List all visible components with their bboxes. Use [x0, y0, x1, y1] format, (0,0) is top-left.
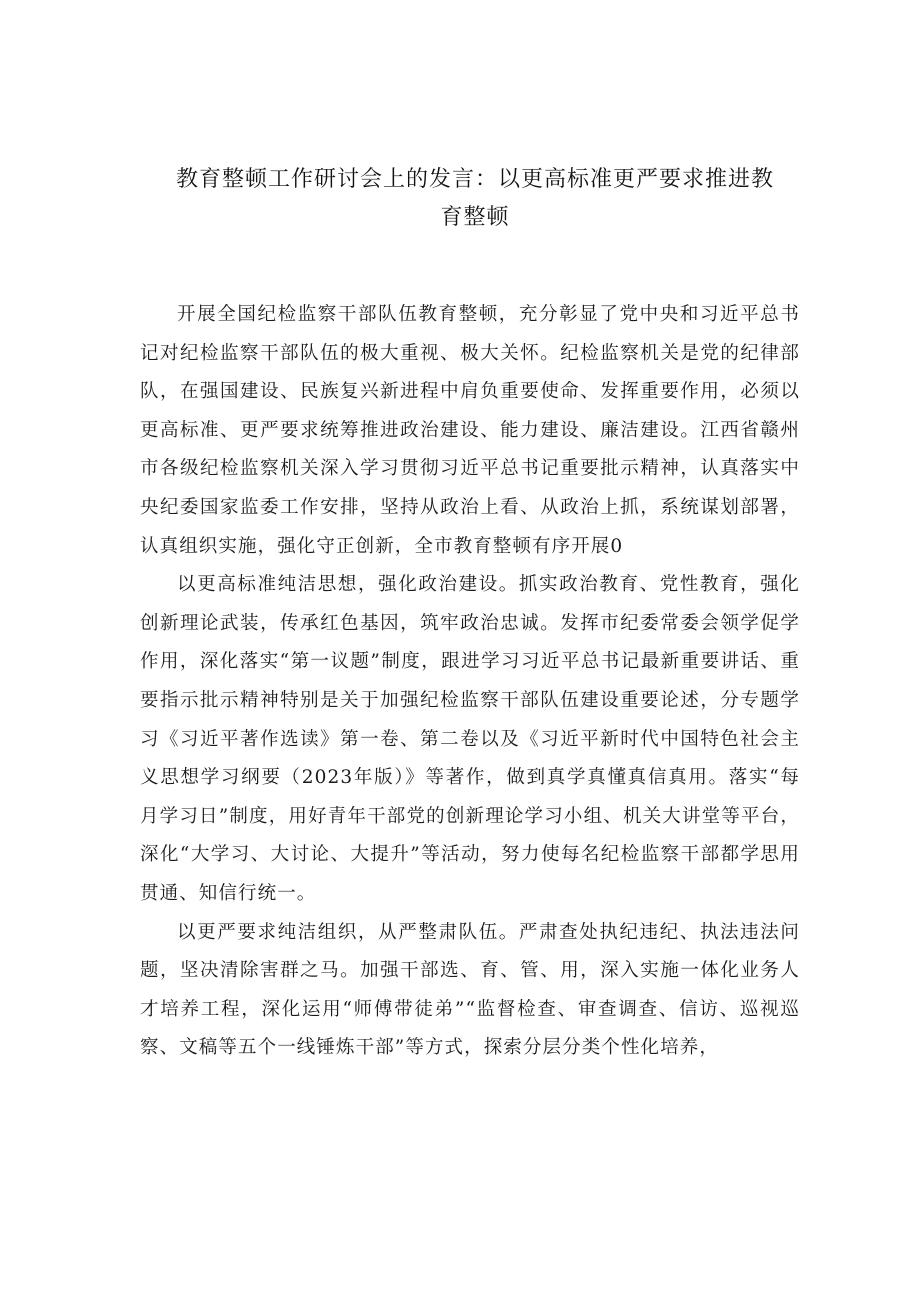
paragraph-3: 以更严要求纯洁组织，从严整肃队伍。严肃查处执纪违纪、执法违法问题，坚决清除害群之马。加强干部选、育、管、用，深入实施一体化业务人才培养工程，深化运用“师傅带徒弟”“监督检查、审查调查、信访、巡视巡察、文稿等五个一线锤炼干部”等方式，探索分层分类个性化培养，: [140, 921, 800, 1059]
paragraph-1: 开展全国纪检监察干部队伍教育整顿，充分彰显了党中央和习近平总书记对纪检监察干部队伍的极大重视、极大关怀。纪检监察机关是党的纪律部队，在强国建设、民族复兴新进程中肩负重要使命、发挥重要作用，必须以更高标准、更严要求统筹推进政治建设、能力建设、廉洁建设。江西省赣州市各级纪检监察机关深入学习贯彻习近平总书记重要批示精神，认真落实中央纪委国家监委工作安排，坚持从政治上看、从政治上抓，系统谋划部署，认真组织实施，强化守正创新，全市教育整顿有序开展0: [140, 304, 800, 557]
document-title-line2: 育整顿: [440, 205, 510, 230]
document-title-line1: 教育整顿工作研讨会上的发言：以更高标准更严要求推进教: [175, 167, 774, 192]
paragraph-2: 以更高标准纯洁思想，强化政治建设。抓实政治教育、党性教育，强化创新理论武装，传承红色基因，筑牢政治忠诚。发挥市纪委常委会领学促学作用，深化落实“第一议题”制度，跟进学习习近平总书记最新重要讲话、重要指示批示精神特别是关于加强纪检监察干部队伍建设重要论述，分专题学习《习近平著作选读》第一卷、第二卷以及《习近平新时代中国特色社会主义思想学习纲要（2023年版）》等著作，做到真学真懂真信真用。落实“每月学习日”制度，用好青年干部党的创新理论学习小组、机关大讲堂等平台，深化“大学习、大讨论、大提升”等活动，努力使每名纪检监察干部都学思用贯通、知信行统一。: [140, 574, 800, 904]
document-body: [140, 296, 800, 1068]
